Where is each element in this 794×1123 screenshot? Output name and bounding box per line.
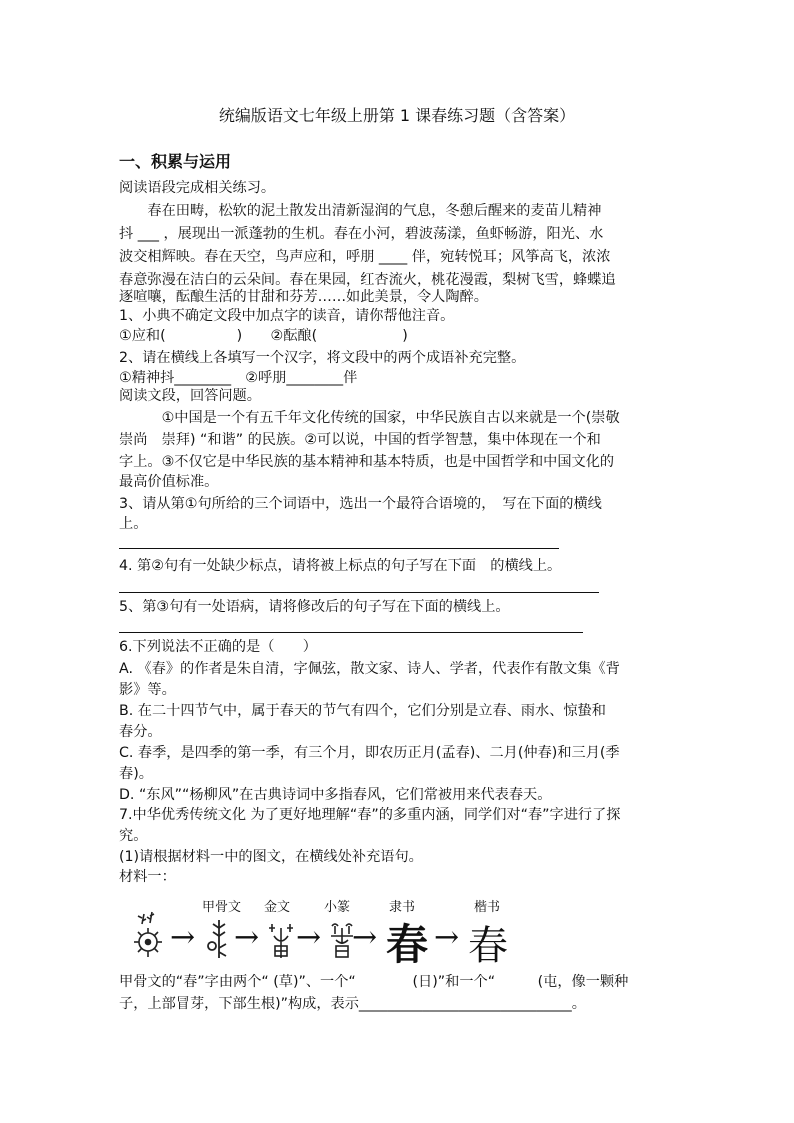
label-regular: 楷书 xyxy=(474,900,501,915)
arrow-icon: → xyxy=(434,920,460,955)
arrow-icon: → xyxy=(234,920,260,955)
text-line: 阅读文段，回答问题。 xyxy=(119,388,261,404)
option-b: B. 在二十四节气中，属于春天的节气有四个，它们分别是立春、雨水、惊蛰和 xyxy=(119,703,606,719)
answer-line-3 xyxy=(119,548,559,549)
text-line: ①中国是一个有五千年文化传统的国家，中华民族自古以来就是一个(崇敬 xyxy=(119,410,620,426)
question-7: 7.中华优秀传统文化 为了更好地理解“春”的多重内涵，同学们对“春”字进行了探 xyxy=(119,807,621,823)
question-5: 5、第③句有一处语病，请将修改后的句子写在下面的横线上。 xyxy=(119,599,510,615)
question-2-blanks: ①精神抖________ ②呼朋________伴 xyxy=(119,370,358,386)
text-line: 春在田畴，松软的泥土散发出清新湿润的气息，冬憩后醒来的麦苗儿精神 xyxy=(119,203,602,219)
question-1-blanks: ①应和( ) ②酝酿( ) xyxy=(119,328,408,344)
arrow-icon: → xyxy=(352,920,378,955)
text-line: 春意弥漫在洁白的云朵间。春在果园，红杏流火，桃花漫霞，梨树飞雪，蜂蝶追 xyxy=(119,272,616,288)
text-line: 字上。③不仅它是中华民族的基本精神和基本特质，也是中国哲学和中国文化的 xyxy=(119,454,615,470)
material-label: 材料一： xyxy=(119,869,176,885)
label-oracle-bone: 甲骨文 xyxy=(202,900,242,915)
bronze-glyph-icon xyxy=(266,918,296,962)
question-6: 6.下列说法不正确的是（ ） xyxy=(119,639,317,655)
text-line: 最高价值标准。 xyxy=(119,474,219,490)
character-evolution-figure xyxy=(128,896,688,969)
option-a: A. 《春》的作者是朱自清，字佩弦，散文家、诗人、学者，代表作有散文集《背 xyxy=(119,661,620,677)
text-line: 波交相辉映。春在天空，鸟声应和，呼朋 ____ 伴，宛转悦耳；风筝高飞，浓浓 xyxy=(119,249,611,265)
arrow-icon: → xyxy=(170,920,196,955)
text-line: 崇尚 崇拜) “和谐” 的民族。②可以说，中国的哲学智慧，集中体现在一个和 xyxy=(119,432,601,448)
question-2: 2、请在横线上各填写一个汉字，将文段中的两个成语补充完整。 xyxy=(119,350,526,366)
question-4: 4. 第②句有一处缺少标点，请将被上标点的句子写在下面 的横线上。 xyxy=(119,558,562,574)
oracle-bone-variant-glyph-icon xyxy=(204,916,234,962)
text-line: 逐喧嚷，酝酿生活的甘甜和芬芳……如此美景，令人陶醉。 xyxy=(119,289,488,305)
question-3: 3、请从第①句所给的三个词语中，选出一个最符合语境的， 写在下面的横线 xyxy=(119,496,602,512)
question-3-cont: 上。 xyxy=(119,516,148,532)
oracle-bone-glyph-icon xyxy=(128,908,170,964)
text-line: 抖 ___ ，展现出一派蓬勃的生机。春在小河，碧波荡漾，鱼虾畅游，阳光、水 xyxy=(119,226,604,242)
regular-script-glyph: 春 xyxy=(468,923,508,969)
option-a-cont: 影》等。 xyxy=(119,682,176,698)
label-bronze: 金文 xyxy=(264,900,291,915)
label-clerical: 隶书 xyxy=(389,900,416,915)
clerical-script-glyph: 春 xyxy=(386,920,429,969)
question-1: 1、小典不确定文段中加点字的读音，请你帮他注音。 xyxy=(119,308,455,324)
answer-line-5 xyxy=(119,632,583,633)
question-7-1-text-cont: 子，上部冒芽，下部生根)”构成，表示______________________________。 xyxy=(119,996,586,1012)
option-d: D. “东风”“杨柳风”在古典诗词中多指春风，它们常被用来代表春天。 xyxy=(119,787,552,803)
document-title: 统编版语文七年级上册第 1 课春练习题（含答案） xyxy=(218,106,576,125)
question-7-cont: 究。 xyxy=(119,828,148,844)
option-c-cont: 春)。 xyxy=(119,766,153,782)
question-7-1-text: 甲骨文的“春”字由两个“ (草)”、一个“ (日)”和一个“ (屯，像一颗种 xyxy=(119,974,629,990)
option-b-cont: 春分。 xyxy=(119,724,162,740)
option-c: C. 春季，是四季的第一季，有三个月，即农历正月(孟春)、二月(仲春)和三月(季 xyxy=(119,745,620,761)
text-line: 阅读语段完成相关练习。 xyxy=(119,180,276,196)
arrow-icon: → xyxy=(296,920,322,955)
question-7-1: (1)请根据材料一中的图文，在横线处补充语句。 xyxy=(119,849,423,865)
section-heading: 一、积累与运用 xyxy=(119,152,232,171)
answer-line-4 xyxy=(119,592,599,593)
label-small-seal: 小篆 xyxy=(324,900,351,915)
